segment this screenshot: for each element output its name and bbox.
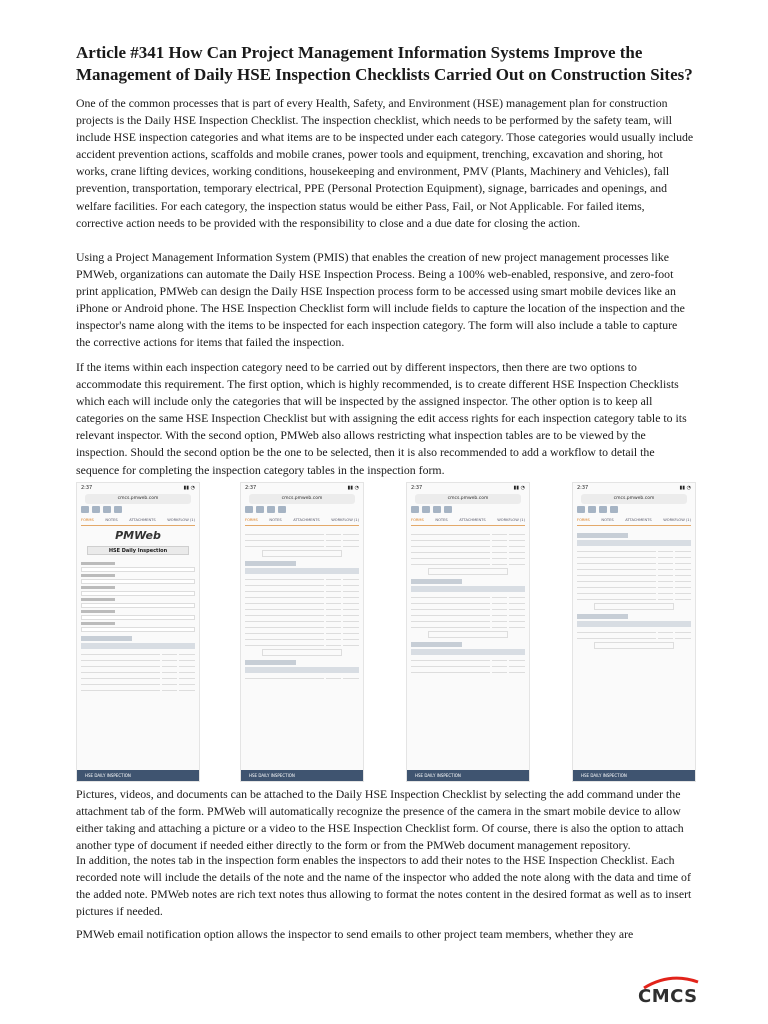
- list-icon: [245, 506, 253, 513]
- signal-icon: ▮▮ ◔: [183, 485, 195, 491]
- list-icon: [411, 506, 419, 513]
- tab-forms: FORMS: [577, 518, 590, 522]
- paragraph-inspectors: If the items within each inspection category need to be carried out by different inspectors, then there are two options to accommodate this requirement. The first option, which is highly recommended, is to create different HSE Inspection Checklists which each will include only the categories that will be inspected by the assigned inspector. The other option is to keep all categories on the same HSE Inspection Checklist but with assigning the edit access rights for each inspection category table to its relevant inspector. With the second option, PMWeb also allows restricting what inspection tables are to be viewed by the inspection. Should the second option be the one to be selected, then it is also recommended to add a workflow to detail the sequence for completing the inspection category tables in the inspection form.: [76, 360, 687, 477]
- status-bar: [241, 483, 363, 493]
- save-icon: [422, 506, 430, 513]
- paragraph-notes: In addition, the notes tab in the inspection form enables the inspectors to add their notes to the HSE Inspection Checklist. Each recorded note will include the details of the note and the name of the inspector who added the note along with the data and time of the added note. PMWeb notes are rich text notes thus allowing to format the notes content in the desired format as well as to insert pictures if needed.: [76, 853, 692, 919]
- add-icon: [433, 506, 441, 513]
- status-bar: [407, 483, 529, 493]
- tab-workflow: WORKFLOW (1): [331, 518, 359, 522]
- paragraph-attachments: Pictures, videos, and documents can be attached to the Daily HSE Inspection Checklist by selecting the add command under the attachment tab of the form. PMWeb will automatically recognize the presence of the camera in the smart mobile device to allow either taking and attaching a picture or a video to the HSE Inspection Checklist form. Of course, there is also the option to attach another type of document if needed either directly to the form or from the PMWeb document management repository.: [76, 787, 684, 853]
- status-time: 2:37: [245, 485, 257, 491]
- tab-notes: NOTES: [435, 518, 448, 522]
- tab-attachments: ATTACHMENTS: [459, 518, 486, 522]
- phone-screenshot-4: [572, 482, 696, 782]
- status-time: 2:37: [577, 485, 589, 491]
- form-tabs: [245, 518, 359, 526]
- save-icon: [92, 506, 100, 513]
- bottom-bar: HSE DAILY INSPECTION: [241, 770, 363, 781]
- more-icon: [444, 506, 452, 513]
- tab-notes: NOTES: [601, 518, 614, 522]
- form-tabs: [81, 518, 195, 526]
- phone-screenshot-2: [240, 482, 364, 782]
- status-bar: [77, 483, 199, 493]
- tab-forms: FORMS: [81, 518, 94, 522]
- tab-workflow: WORKFLOW (1): [497, 518, 525, 522]
- tab-forms: FORMS: [245, 518, 258, 522]
- status-time: 2:37: [411, 485, 423, 491]
- more-icon: [610, 506, 618, 513]
- logo-text: CMCS: [638, 986, 698, 1007]
- tab-attachments: ATTACHMENTS: [293, 518, 320, 522]
- toolbar: [411, 506, 525, 516]
- add-icon: [267, 506, 275, 513]
- url-bar: cmcs.pmweb.com: [581, 494, 687, 504]
- tab-workflow: WORKFLOW (1): [167, 518, 195, 522]
- bottom-bar: HSE DAILY INSPECTION: [77, 770, 199, 781]
- article-title: Article #341 How Can Project Management Information Systems Improve the Management of Daily HSE Inspection Checklists Carried Out on Construction Sites?: [76, 43, 693, 84]
- form-title: HSE Daily Inspection: [87, 546, 189, 555]
- bottom-bar: HSE DAILY INSPECTION: [407, 770, 529, 781]
- tab-attachments: ATTACHMENTS: [625, 518, 652, 522]
- phone-screenshots: [74, 482, 700, 782]
- tab-workflow: WORKFLOW (1): [663, 518, 691, 522]
- tab-forms: FORMS: [411, 518, 424, 522]
- toolbar: [245, 506, 359, 516]
- tab-attachments: ATTACHMENTS: [129, 518, 156, 522]
- form-tabs: [577, 518, 691, 526]
- cmcs-logo: [638, 976, 700, 1008]
- form-body: [77, 558, 199, 694]
- url-bar: cmcs.pmweb.com: [249, 494, 355, 504]
- list-icon: [81, 506, 89, 513]
- paragraph-intro: One of the common processes that is part of every Health, Safety, and Environment (HSE) management plan for construction projects is the Daily HSE Inspection Checklist. The inspection checklist, which needs to be performed by the safety team, will include HSE inspection categories and what items are to be inspected under each category. Those categories would usually include accident prevention actions, scaffolds and mobile cranes, power tools and equipment, trenching, excavation and shoring, hot works, crane lifting devices, working conditions, housekeeping and environment, PMV (Plants, Machinery and Vehicles), fall prevention, transportation, temporary electrical, PPE (Personal Protection Equipment), signage, barricades and openings, and welfare facilities. For each category, the inspection status would be either Pass, Fail, or Not Applicable. For failed items, corrective action needs to be provided with the responsibility to close and a due date for closing the action.: [76, 96, 694, 230]
- more-icon: [278, 506, 286, 513]
- form-body: [407, 527, 529, 676]
- add-icon: [103, 506, 111, 513]
- form-body: [573, 527, 695, 654]
- signal-icon: ▮▮ ◔: [347, 485, 359, 491]
- form-body: [241, 527, 363, 682]
- status-bar: [573, 483, 695, 493]
- url-bar: cmcs.pmweb.com: [415, 494, 521, 504]
- toolbar: [81, 506, 195, 516]
- tab-notes: NOTES: [269, 518, 282, 522]
- save-icon: [256, 506, 264, 513]
- add-icon: [599, 506, 607, 513]
- url-bar: cmcs.pmweb.com: [85, 494, 191, 504]
- list-icon: [577, 506, 585, 513]
- paragraph-email: PMWeb email notification option allows the inspector to send emails to other project team members, whether they are: [76, 927, 634, 941]
- form-tabs: [411, 518, 525, 526]
- bottom-bar: HSE DAILY INSPECTION: [573, 770, 695, 781]
- tab-notes: NOTES: [105, 518, 118, 522]
- paragraph-pmis: Using a Project Management Information System (PMIS) that enables the creation of new project management processes like PMWeb, organizations can automate the Daily HSE Inspection Process. Being a 100% web-enabled, responsive, and zero-foot print application, PMWeb can design the Daily HSE Inspection process form to be accessed using smart mobile devices like an iPhone or Android phone. The HSE Inspection Checklist form will include fields to capture the location of the inspection and the inspector's name along with the items to be inspected for each inspection category. The form will also include a table to capture the corrective actions for items that failed the inspection.: [76, 250, 685, 350]
- phone-screenshot-3: [406, 482, 530, 782]
- signal-icon: ▮▮ ◔: [679, 485, 691, 491]
- phone-screenshot-1: [76, 482, 200, 782]
- save-icon: [588, 506, 596, 513]
- pmweb-logo: PMWeb: [115, 529, 161, 542]
- status-time: 2:37: [81, 485, 93, 491]
- toolbar: [577, 506, 691, 516]
- more-icon: [114, 506, 122, 513]
- signal-icon: ▮▮ ◔: [513, 485, 525, 491]
